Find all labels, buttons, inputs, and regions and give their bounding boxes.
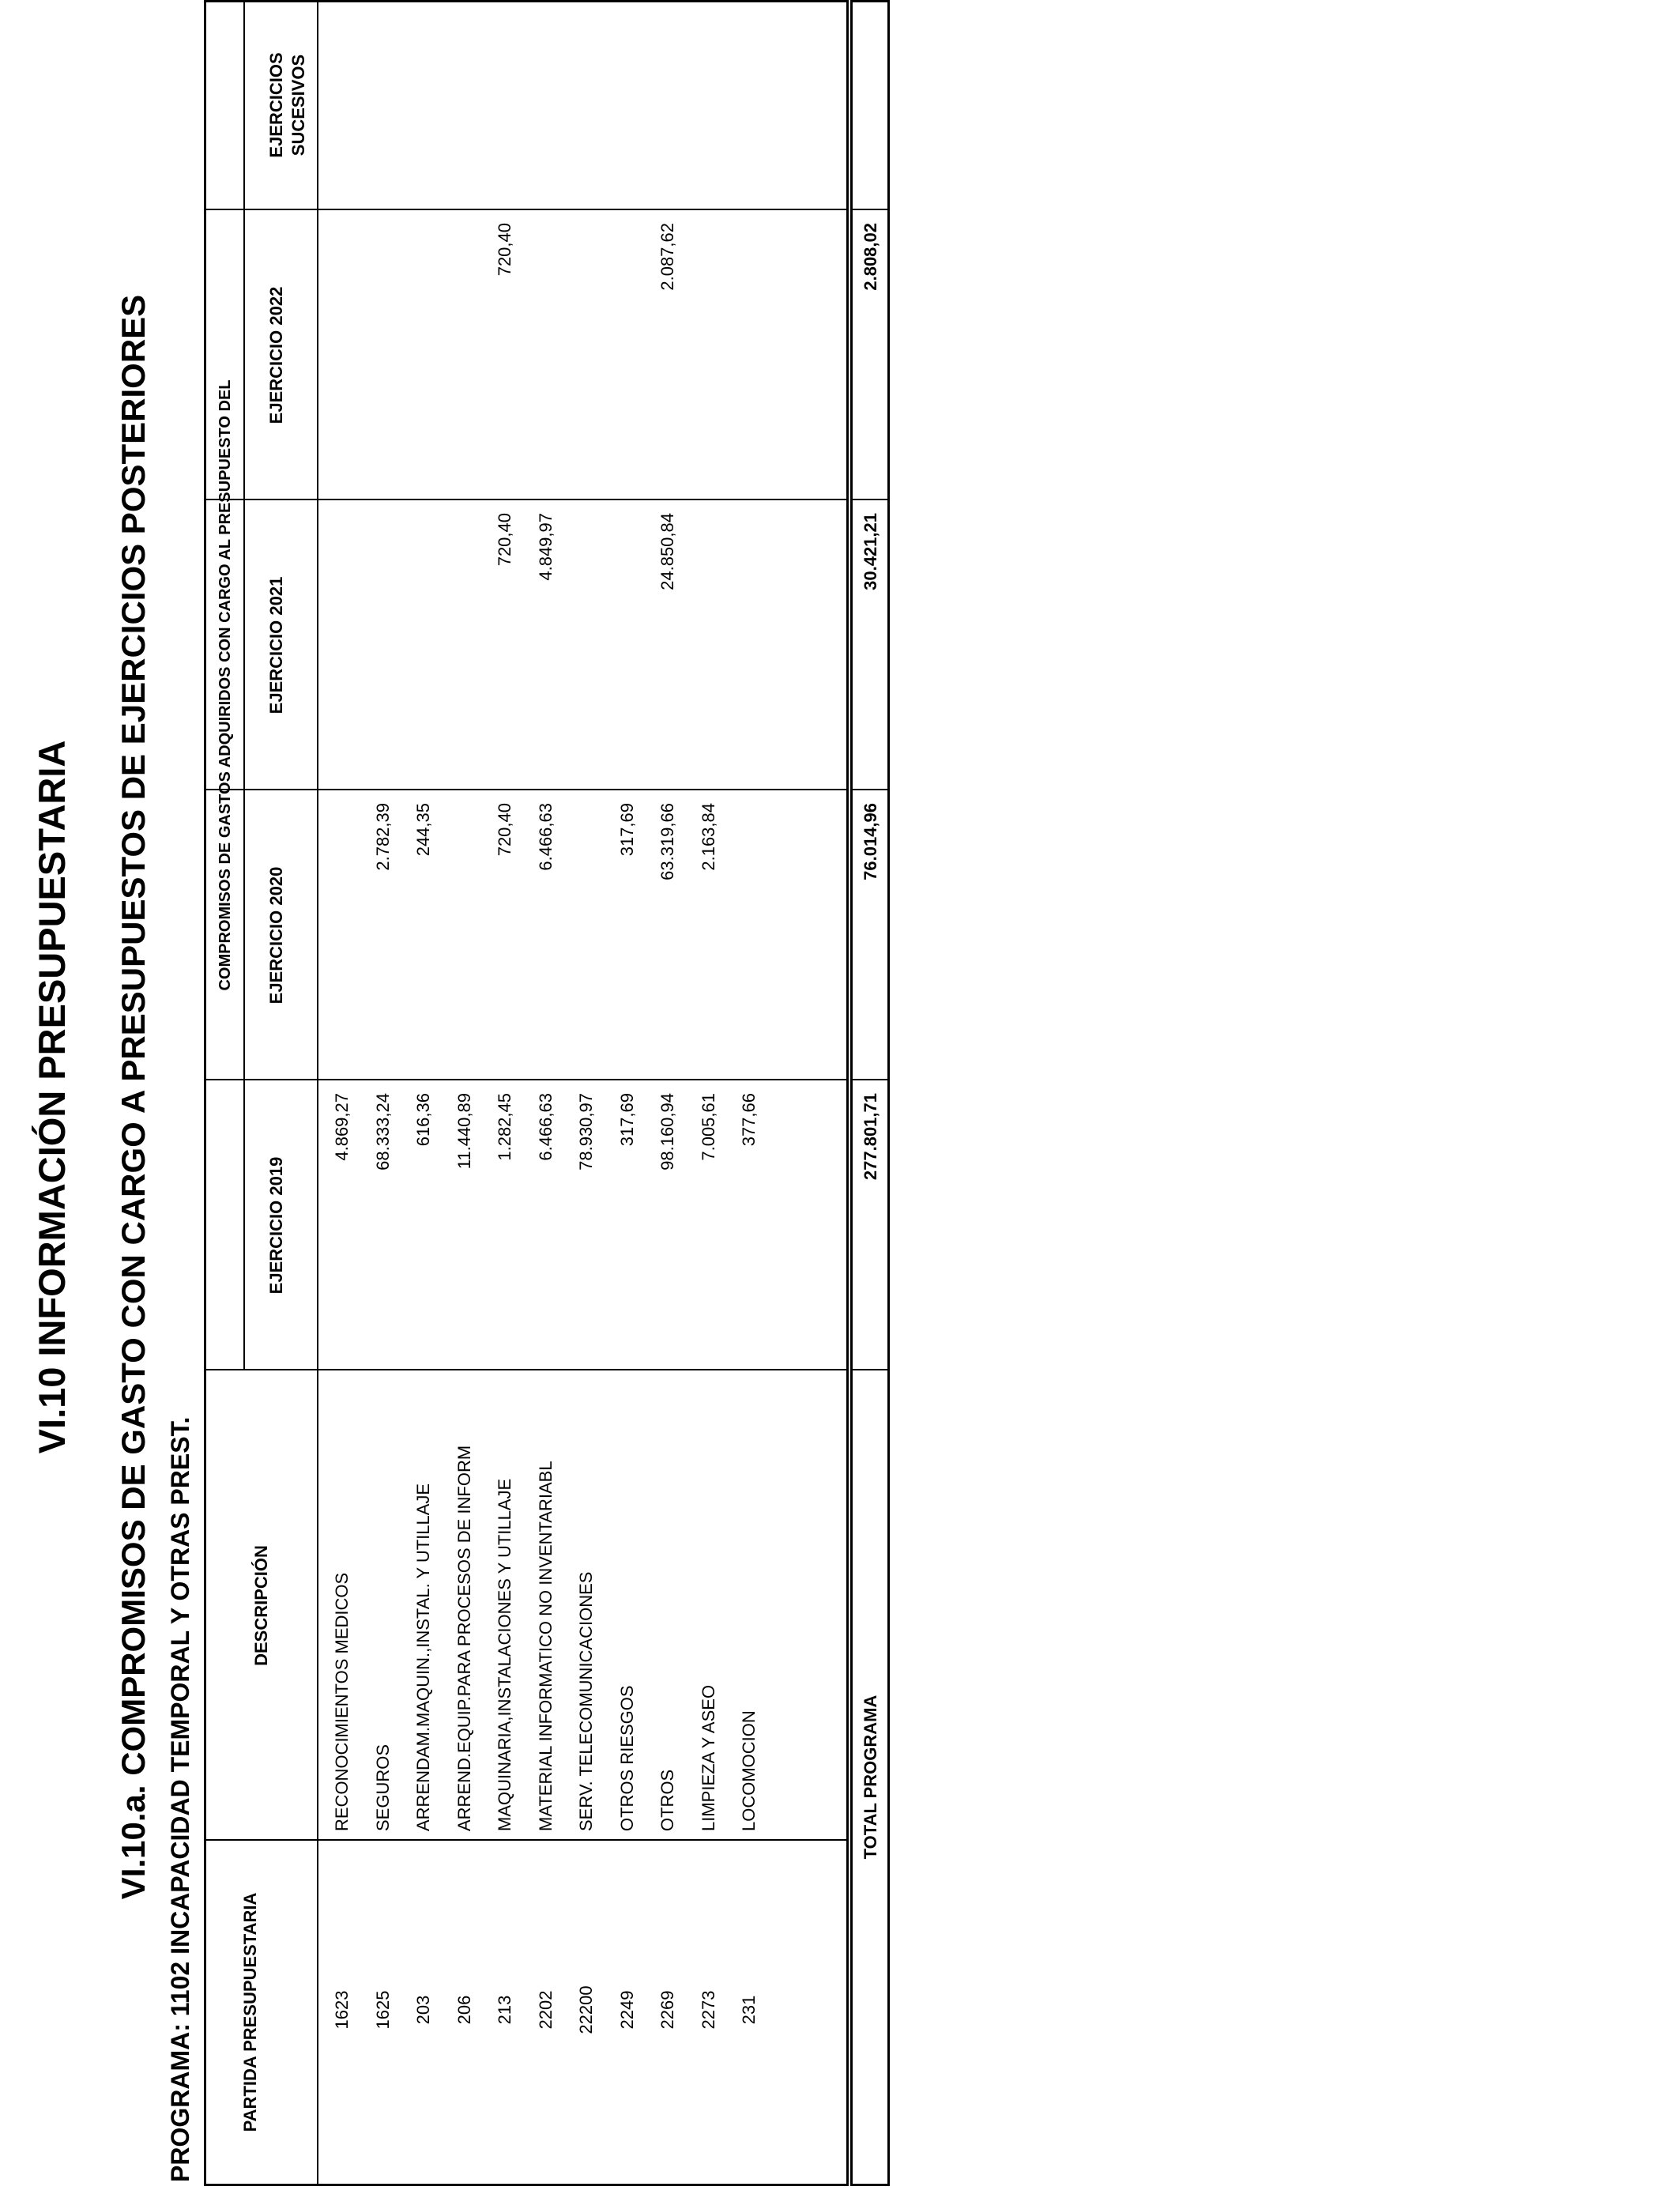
descripcion-cell: SERV. TELECOMUNICACIONES	[576, 1571, 596, 1831]
page-subtitle: VI.10.a. COMPROMISOS DE GASTO CON CARGO A PRESUPUESTOS DE EJERCICIOS POSTERIORES	[115, 294, 152, 1900]
partida-cell: 2273	[698, 1990, 718, 2030]
value-2020-cell: 244,35	[413, 803, 433, 857]
col-divider	[206, 1369, 846, 1370]
descripcion-cell: LOCOMOCION	[739, 1710, 759, 1831]
total-2019: 277.801,71	[861, 1093, 880, 1181]
partida-cell: 22200	[576, 1985, 596, 2034]
value-2019-cell: 98.160,94	[657, 1093, 677, 1171]
partida-cell: 2202	[535, 1990, 556, 2030]
partida-cell: 1623	[332, 1990, 352, 2030]
value-2019-cell: 11.440,89	[454, 1093, 474, 1170]
page-title: VI.10 INFORMACIÓN PRESUPUESTARIA	[31, 740, 73, 1454]
header-2019: EJERCICIO 2019	[266, 1156, 286, 1295]
total-2021: 30.421,21	[861, 513, 880, 590]
value-2020-cell: 317,69	[616, 803, 637, 857]
col-divider	[206, 499, 846, 500]
col-divider	[853, 209, 887, 210]
partida-cell: 203	[413, 1995, 433, 2025]
header-group: COMPROMISOS DE GASTOS ADQUIRIDOS CON CARGO AL PRESUPUESTO DEL	[217, 379, 234, 991]
value-2022-cell: 2.087,62	[657, 223, 677, 291]
value-2019-cell: 6.466,63	[535, 1093, 556, 1161]
col-divider	[853, 499, 887, 500]
value-2019-cell: 78.930,97	[576, 1093, 596, 1171]
value-2020-cell: 2.782,39	[372, 803, 393, 871]
value-2021-cell: 4.849,97	[535, 513, 556, 581]
descripcion-cell: MAQUINARIA,INSTALACIONES Y UTILLAJE	[495, 1478, 514, 1831]
total-2020: 76.014,96	[861, 803, 880, 880]
value-2020-cell: 2.163,84	[698, 803, 718, 871]
partida-cell: 213	[495, 1995, 514, 2025]
value-2019-cell: 7.005,61	[698, 1093, 718, 1161]
partida-cell: 2269	[657, 1990, 677, 2030]
total-label: TOTAL PROGRAMA	[861, 1695, 880, 1860]
col-divider	[206, 1839, 846, 1841]
descripcion-cell: OTROS	[657, 1769, 677, 1831]
value-2022-cell: 720,40	[495, 223, 514, 277]
descripcion-cell: ARRENDAM.MAQUIN.,INSTAL. Y UTILLAJE	[413, 1483, 433, 1831]
col-divider	[206, 789, 846, 790]
header-2022: EJERCICIO 2022	[266, 286, 286, 424]
col-divider	[206, 1079, 846, 1080]
descripcion-cell: OTROS RIESGOS	[616, 1685, 637, 1831]
header-partida: PARTIDA PRESUPUESTARIA	[240, 1892, 260, 2132]
descripcion-cell: MATERIAL INFORMATICO NO INVENTARIABL	[535, 1461, 556, 1831]
header-2020: EJERCICIO 2020	[266, 866, 286, 1005]
header-divider	[317, 0, 318, 2184]
value-2019-cell: 68.333,24	[372, 1093, 393, 1171]
partida-cell: 2249	[616, 1990, 637, 2030]
header-descripcion: DESCRIPCIÓN	[251, 1545, 271, 1666]
program-label: PROGRAMA: 1102 INCAPACIDAD TEMPORAL Y OTRAS PREST.	[166, 1416, 194, 2182]
value-2019-cell: 1.282,45	[495, 1093, 514, 1161]
partida-cell: 206	[454, 1995, 474, 2025]
total-2022: 2.808,02	[861, 223, 880, 291]
col-divider	[853, 789, 887, 790]
commitments-table	[204, 0, 849, 2186]
value-2021-cell: 720,40	[495, 513, 514, 567]
value-2019-cell: 4.869,27	[332, 1093, 352, 1161]
descripcion-cell: LIMPIEZA Y ASEO	[698, 1684, 718, 1831]
group-divider	[243, 0, 245, 1370]
col-divider	[853, 1079, 887, 1080]
descripcion-cell: RECONOCIMIENTOS MEDICOS	[332, 1572, 352, 1831]
value-2020-cell: 720,40	[495, 803, 514, 857]
header-2021: EJERCICIO 2021	[266, 576, 286, 714]
value-2019-cell: 377,66	[739, 1093, 759, 1147]
total-table	[850, 0, 890, 2186]
value-2021-cell: 24.850,84	[657, 513, 677, 590]
partida-cell: 1625	[372, 1990, 393, 2030]
descripcion-cell: SEGUROS	[372, 1744, 393, 1831]
descripcion-cell: ARREND.EQUIP.PARA PROCESOS DE INFORM	[454, 1445, 474, 1831]
value-2019-cell: 616,36	[413, 1093, 433, 1147]
value-2020-cell: 63.319,66	[657, 803, 677, 880]
partida-cell: 231	[739, 1995, 759, 2025]
header-sucesivos: EJERCICIOS SUCESIVOS	[266, 52, 308, 158]
value-2020-cell: 6.466,63	[535, 803, 556, 871]
value-2019-cell: 317,69	[616, 1093, 637, 1147]
